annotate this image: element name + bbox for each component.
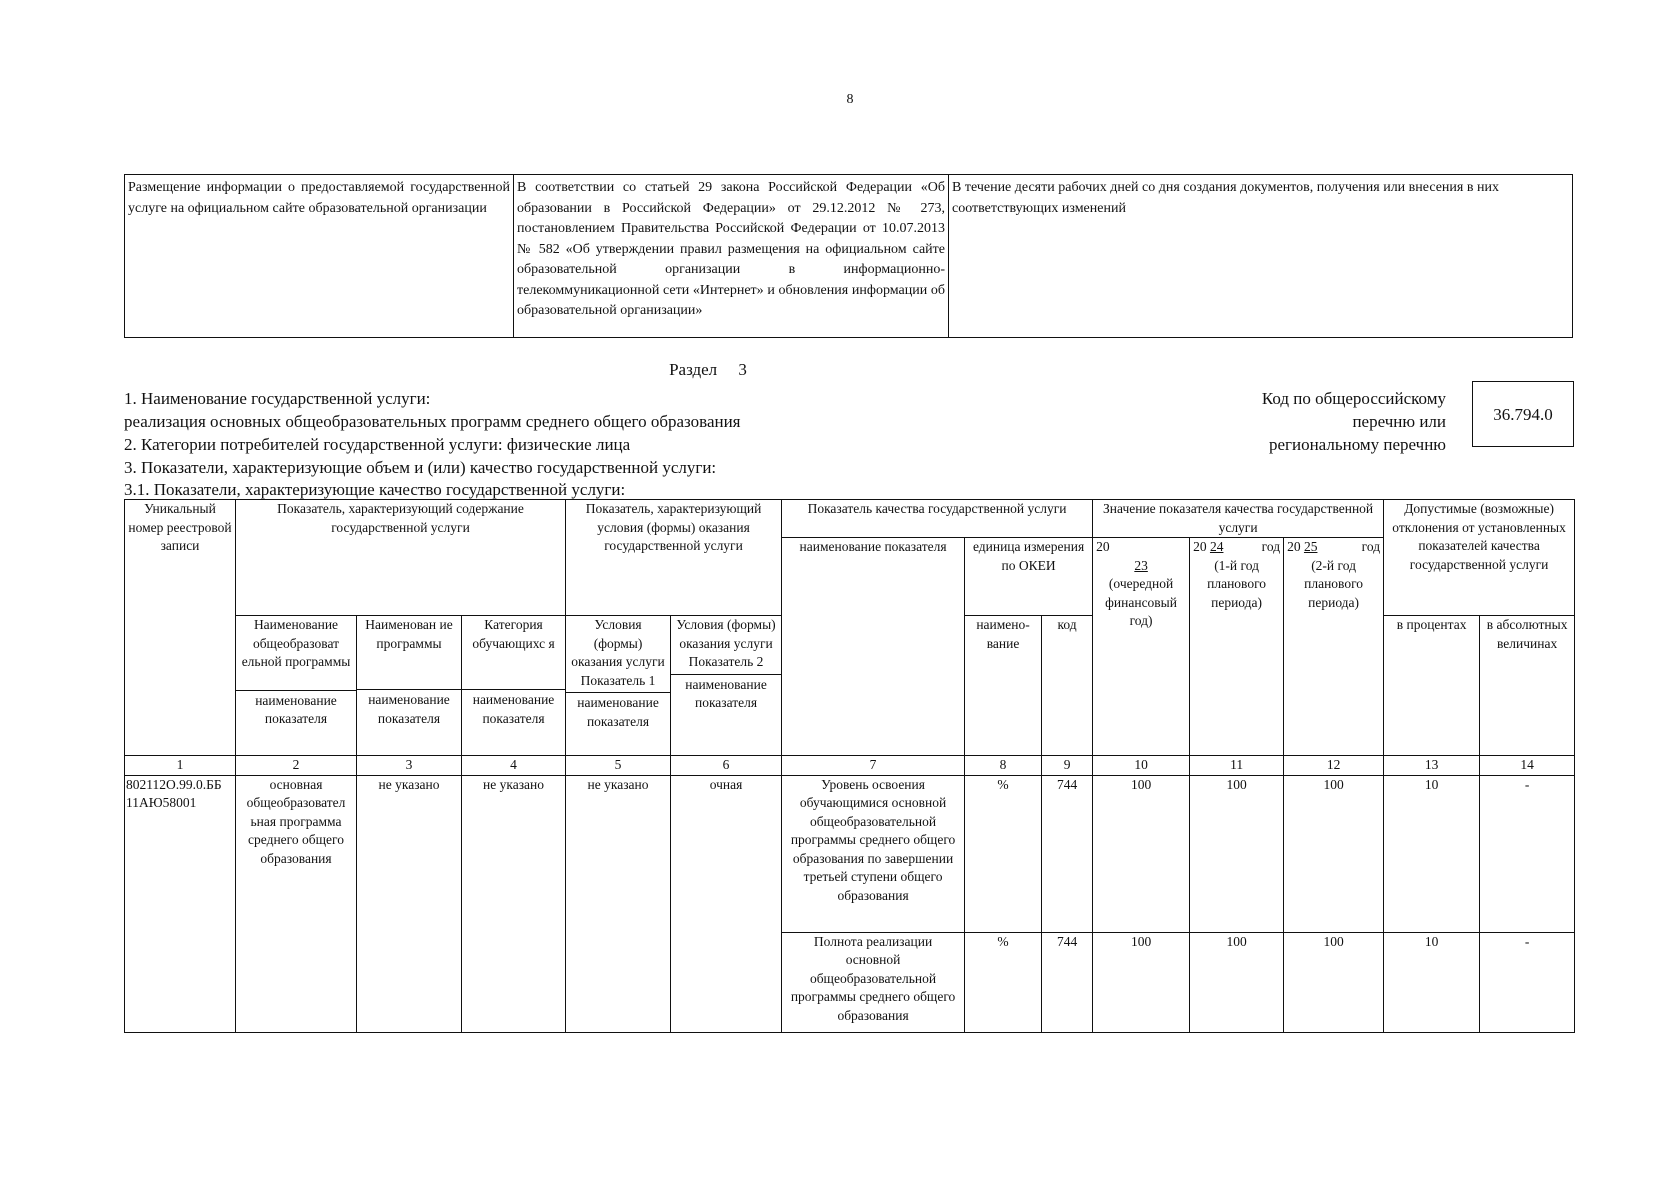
program-name-col: Наименование общеобразоват ельной программы наименование показателя <box>236 616 357 756</box>
column-number: 2 <box>236 756 357 776</box>
value-year-3-cell: 100 <box>1284 775 1384 932</box>
unit-cell: % <box>965 932 1042 1032</box>
condition-2-cell: очная <box>671 775 782 1032</box>
column-number: 9 <box>1042 756 1093 776</box>
code-label-line2: перечню или <box>1352 412 1446 431</box>
category-cell: не указано <box>462 775 566 1032</box>
column-number: 6 <box>671 756 782 776</box>
quality-indicators-table <box>124 499 1575 1033</box>
unit-okei-header: единица измерения по ОКЕИ <box>965 538 1093 616</box>
value-year-2-cell: 100 <box>1190 775 1284 932</box>
unit-cell: % <box>965 775 1042 932</box>
program-col: Наименован ие программы наименование показателя <box>357 616 462 756</box>
column-number: 10 <box>1093 756 1190 776</box>
unit-code-col: код <box>1042 616 1093 756</box>
deviation-absolute-cell: - <box>1480 775 1575 932</box>
indicator-name-cell: Уровень освоения обучающимися основной общеобразовательной программы среднего общего образования по завершении третьей ступени общего образования <box>782 775 965 932</box>
conditions-indicator-header: Показатель, характеризующий условия (формы) оказания государственной услуги <box>566 500 782 616</box>
page-number: 8 <box>846 92 854 107</box>
registry-code-box: 36.794.0 <box>1472 381 1574 447</box>
column-number: 11 <box>1190 756 1284 776</box>
quality-indicator-header: Показатель качества государственной услуги <box>782 500 1093 538</box>
code-cell: 744 <box>1042 775 1093 932</box>
deviation-percent-cell: 10 <box>1384 775 1480 932</box>
unique-number-header: Уникальный номер реестровой записи <box>125 500 236 756</box>
deviation-absolute-cell: - <box>1480 932 1575 1032</box>
code-cell: 744 <box>1042 932 1093 1032</box>
info-frequency-cell: В течение десяти рабочих дней со дня создания документов, получения или внесения в них соответствующих изменений <box>949 175 1573 338</box>
deviation-percent-col: в процентах <box>1384 616 1480 756</box>
info-content-cell: В соответствии со статьей 29 закона Российской Федерации «Об образовании в Российской Федерации» от 29.12.2012 № 273, постановлением Правительства Российской Федерации от 10.07.2013 № 582 «Об утверждении правил размещения на официальном сайте образовательной организации в информационно-телекоммуникационной сети «Интернет» и обновления информации об образовательной организации» <box>514 175 949 338</box>
category-col: Категория обучающихс я наименование показателя <box>462 616 566 756</box>
indicators-heading: 3. Показатели, характеризующие объем и (или) качество государственной услуги: <box>124 458 717 477</box>
quality-value-header: Значение показателя качества государственной услуги <box>1093 500 1384 538</box>
section-title: Раздел 3 <box>669 360 747 379</box>
column-number: 3 <box>357 756 462 776</box>
record-id-cell: 802112О.99.0.ББ 11АЮ58001 <box>125 775 236 1032</box>
deviation-percent-cell: 10 <box>1384 932 1480 1032</box>
info-placement-table <box>124 174 1573 338</box>
code-label-line1: Код по общероссийскому <box>1261 389 1446 408</box>
year-3-header: 20 25 год (2-й год планового периода) <box>1284 538 1384 756</box>
value-year-2-cell: 100 <box>1190 932 1284 1032</box>
value-year-1-cell: 100 <box>1093 932 1190 1032</box>
table-row <box>125 775 1575 932</box>
year-2-header: 20 24 год (1-й год планового периода) <box>1190 538 1284 756</box>
unit-name-col: наимено- вание <box>965 616 1042 756</box>
column-number: 5 <box>566 756 671 776</box>
column-number: 1 <box>125 756 236 776</box>
program-cell: не указано <box>357 775 462 1032</box>
indicator-name-header: наименование показателя <box>782 538 965 756</box>
column-number: 12 <box>1284 756 1384 776</box>
column-number: 7 <box>782 756 965 776</box>
column-numbers-row <box>125 756 1575 776</box>
indicator-name-cell: Полнота реализации основной общеобразовательной программы среднего общего образования <box>782 932 965 1032</box>
consumer-categories: 2. Категории потребителей государственной услуги: физические лица <box>124 435 631 454</box>
column-number: 4 <box>462 756 566 776</box>
condition-1-col: Условия (формы) оказания услуги Показатель 1 наименование показателя <box>566 616 671 756</box>
content-indicator-header: Показатель, характеризующий содержание государственной услуги <box>236 500 566 616</box>
service-name-value: реализация основных общеобразовательных программ среднего общего образования <box>124 412 741 431</box>
year-1-header: 20 23 (очередной финансовый год) <box>1093 538 1190 756</box>
value-year-3-cell: 100 <box>1284 932 1384 1032</box>
condition-1-cell: не указано <box>566 775 671 1032</box>
section-number: 3 <box>738 360 747 379</box>
condition-2-col: Условия (формы) оказания услуги Показатель 2 наименование показателя <box>671 616 782 756</box>
allowed-deviation-header: Допустимые (возможные) отклонения от установленных показателей качества государственной услуги <box>1384 500 1575 616</box>
column-number: 13 <box>1384 756 1480 776</box>
column-number: 14 <box>1480 756 1575 776</box>
quality-indicators-heading: 3.1. Показатели, характеризующие качество государственной услуги: <box>124 480 626 499</box>
info-method-cell: Размещение информации о предоставляемой государственной услуге на официальном сайте образовательной организации <box>125 175 514 338</box>
program-name-cell: основная общеобразовател ьная программа среднего общего образования <box>236 775 357 1032</box>
service-name-label: 1. Наименование государственной услуги: <box>124 389 431 408</box>
deviation-absolute-col: в абсолютных величинах <box>1480 616 1575 756</box>
code-label-line3: региональному перечню <box>1268 435 1446 454</box>
value-year-1-cell: 100 <box>1093 775 1190 932</box>
column-number: 8 <box>965 756 1042 776</box>
